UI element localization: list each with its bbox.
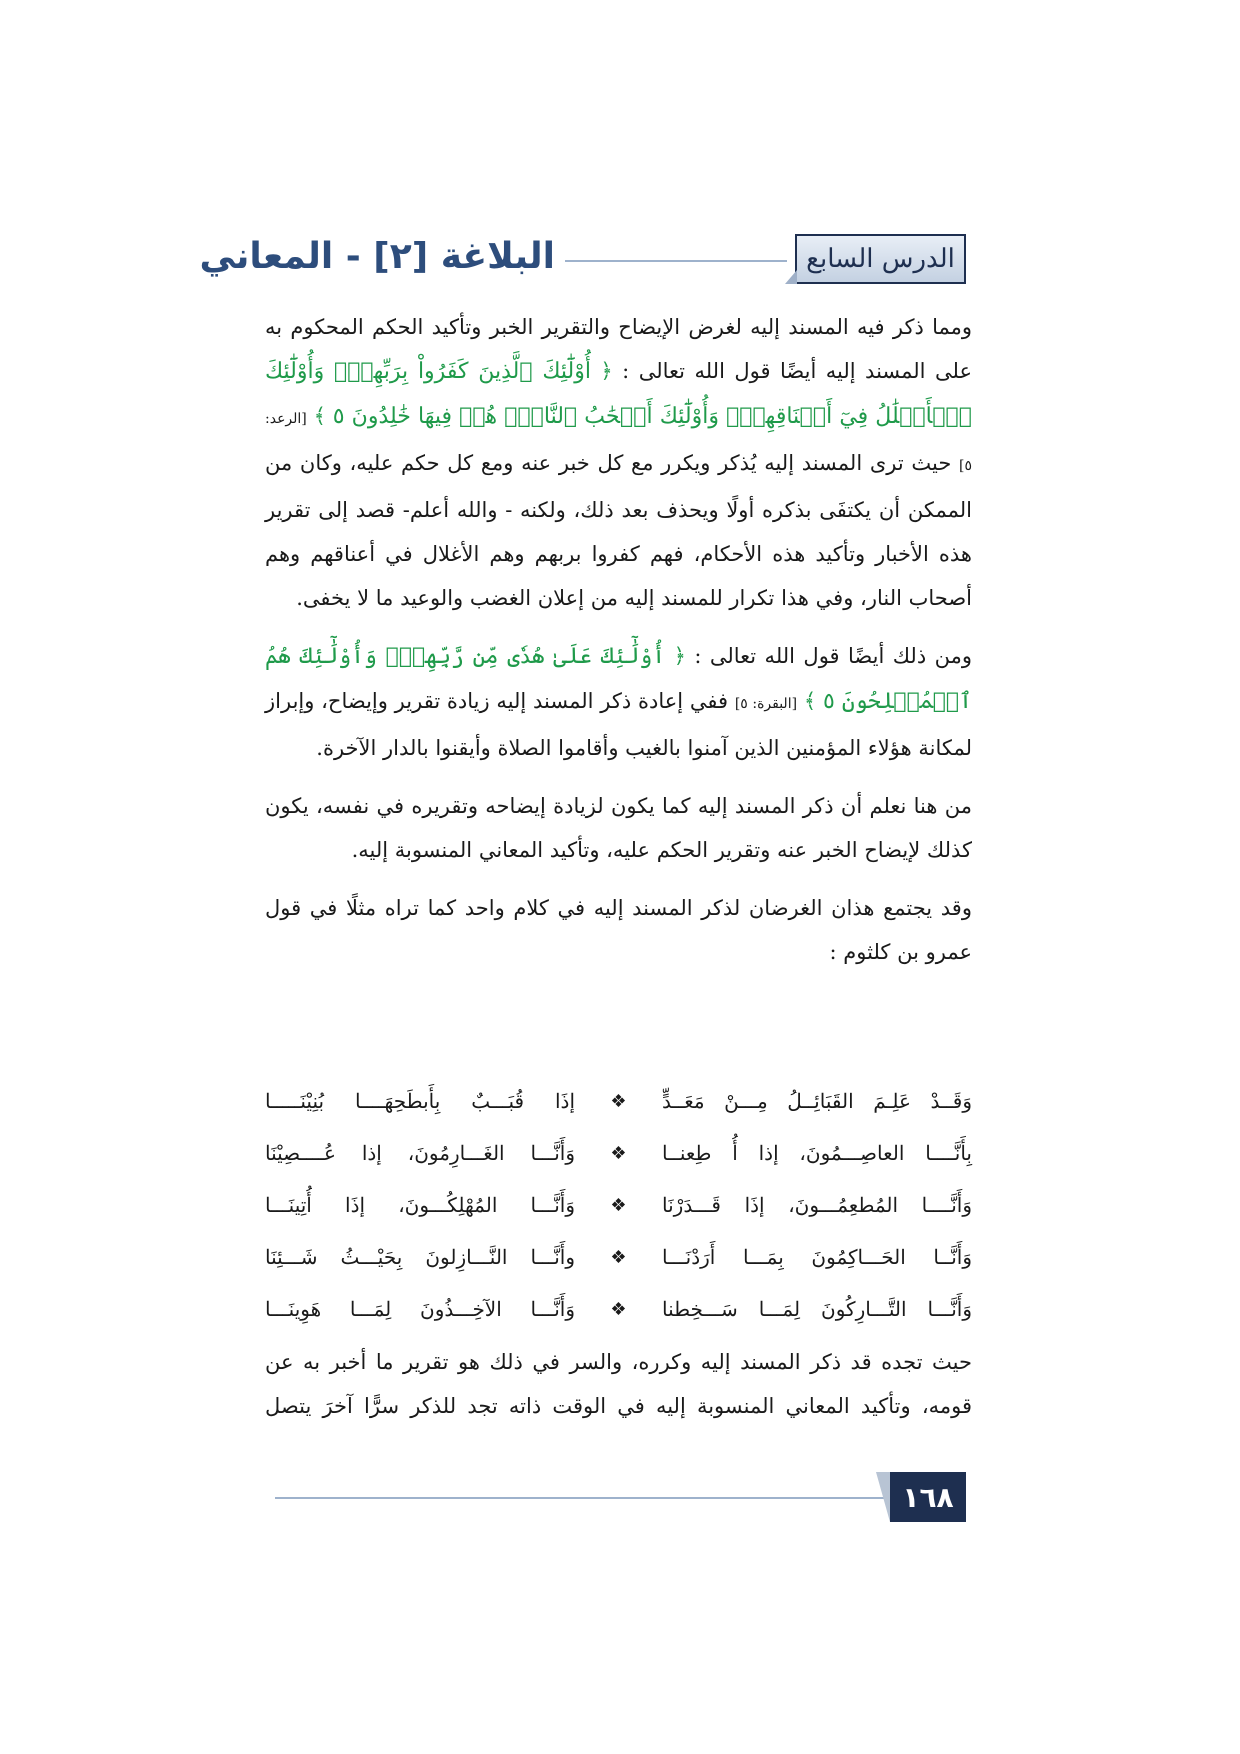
- poem-verse: [265, 1231, 972, 1283]
- poem: [265, 1075, 972, 1335]
- verse-separator-icon: ❖: [610, 1142, 627, 1164]
- verse-separator-icon: ❖: [610, 1090, 627, 1112]
- quran-open-bracket: ﴿: [600, 359, 613, 383]
- poem-verse: [265, 1179, 972, 1231]
- verse-separator-icon: ❖: [610, 1298, 627, 1320]
- verse-first-hemistich: وَأَنَّــــا المُطعِمُـــونَ، إذَا قَـــدَرْنَا: [662, 1193, 972, 1217]
- book-title: البلاغة [٢] - المعاني: [199, 236, 555, 277]
- main-text: [265, 305, 972, 988]
- lesson-badge: [795, 234, 966, 284]
- closing-line-2: قومه، وتأكيد المعاني المنسوبة إليه في الوقت ذاته تجد للذكر سرًّا آخرَ يتصل: [265, 1394, 972, 1418]
- quran-open-bracket: ﴿: [673, 644, 686, 668]
- quran-verse-raad: أُوْلَٰٓئِكَ ٱلَّذِينَ كَفَرُواْ بِرَبِّهِمْۖ وَأُوْلَٰٓئِكَ ٱلۡأَغۡلَٰلُ فِيٓ أَعۡنَاقِهِمۡۖ وَأُوْلَٰٓئِكَ أَصۡحَٰبُ ٱلنَّارِۖ هُمۡ فِيهَا خَٰلِدُونَ ٥: [265, 359, 972, 429]
- quran-close-bracket: ﴾: [803, 689, 817, 713]
- footer-divider: [275, 1497, 885, 1499]
- closing-text: [265, 1340, 972, 1428]
- paragraph-2: [265, 634, 972, 770]
- verse-reference: [البقرة: ٥]: [734, 696, 798, 712]
- header-divider: [565, 260, 787, 262]
- verse-second-hemistich: وَأَنَّـــا الغَـــارِمُونَ، إذا عُــــصِيْنَا: [265, 1141, 575, 1165]
- paragraph-1-intro: ومما ذكر فيه المسند إليه لغرض الإيضاح والتقرير الخبر وتأكيد الحكم المحكوم به على المسند إليه أيضًا قول الله تعالى :: [265, 315, 972, 383]
- verse-first-hemistich: وَأَنَّـــا التَّـــارِكُونَ لِمَـــا سَـــخِطنا: [662, 1297, 972, 1321]
- paragraph-1-rest: حيث ترى المسند إليه يُذكر ويكرر مع كل خبر عنه ومع كل حكم عليه، وكان من الممكن أن يكتفَى بذكره أولًا ويحذف بعد ذلك، ولكنه - والله أعلم- قصد إلى تقرير هذه الأخبار وتأكيد هذه الأحكام، فهم كفروا بربهم وهم الأغلال في أعناقهم وهم أصحاب النار، وفي هذا تكرار للمسند إليه من إعلان الغضب والوعيد ما لا يخفى.: [265, 451, 972, 610]
- lesson-label: الدرس السابع: [806, 244, 955, 274]
- verse-reference: [الرعد: ٥]: [265, 411, 972, 474]
- paragraph-2-rest: ففي إعادة ذكر المسند إليه زيادة تقرير وإيضاح، وإبراز لمكانة هؤلاء المؤمنين الذين آمنوا بالغيب وأقاموا الصلاة وأيقنوا بالدار الآخرة.: [265, 689, 972, 760]
- closing-line-1: حيث تجده قد ذكر المسند إليه وكرره، والسر في ذلك هو تقرير ما أخبر به عن: [265, 1350, 972, 1374]
- verse-separator-icon: ❖: [610, 1194, 627, 1216]
- verse-second-hemistich: وَأَنَّـــا المُهْلِكُـــونَ، إذَا أُتِينَـــا: [265, 1193, 575, 1217]
- verse-first-hemistich: وَأَنَّــا الحَـــاكِمُونَ بِمَـــا أَرَدْنَـــا: [662, 1245, 972, 1269]
- verse-first-hemistich: وَقَــدْ عَلِـمَ القَبَائِــلُ مِـــنْ مَعَــدٍّ: [662, 1089, 972, 1113]
- quran-verse-baqara: أُوْلَٰٓئِكَ عَلَىٰ هُدٗى مِّن رَّبِّهِمۡۖ وَأُوْلَٰٓئِكَ هُمُ ٱلۡمُفۡلِحُونَ ٥: [265, 644, 973, 714]
- verse-separator-icon: ❖: [610, 1246, 627, 1268]
- paragraph-3: من هنا نعلم أن ذكر المسند إليه كما يكون لزيادة إيضاحه وتقريره في نفسه، يكون كذلك لإيضاح الخبر عنه وتقرير الحكم عليه، وتأكيد المعاني المنسوبة إليه.: [265, 794, 972, 862]
- quran-close-bracket: ﴾: [313, 404, 326, 428]
- poem-verse: [265, 1127, 972, 1179]
- verse-second-hemistich: وَأَنَّـــا الآخِـــذُونَ لِمَـــا هَوِينَـــا: [265, 1297, 575, 1321]
- paragraph-1: [265, 305, 972, 620]
- poem-verse: [265, 1075, 972, 1127]
- verse-second-hemistich: إذَا قُبَـــبٌ بِأَبطَحِهَــــا بُنِيْنَـــــا: [265, 1089, 575, 1113]
- page-number: ١٦٨: [890, 1472, 966, 1522]
- verse-second-hemistich: وأَنَّـــا النَّـــازِلونَ بِحَيْـــثُ شَـــئِنَا: [265, 1245, 575, 1269]
- poem-verse: [265, 1283, 972, 1335]
- verse-first-hemistich: بِأَنَّــــا العاصِـــمُونَ، إذا أُ طِعنــا: [662, 1141, 972, 1165]
- paragraph-2-intro: ومن ذلك أيضًا قول الله تعالى :: [685, 644, 972, 668]
- paragraph-4: وقد يجتمع هذان الغرضان لذكر المسند إليه في كلام واحد كما تراه مثلًا في قول عمرو بن كلثوم :: [265, 896, 972, 964]
